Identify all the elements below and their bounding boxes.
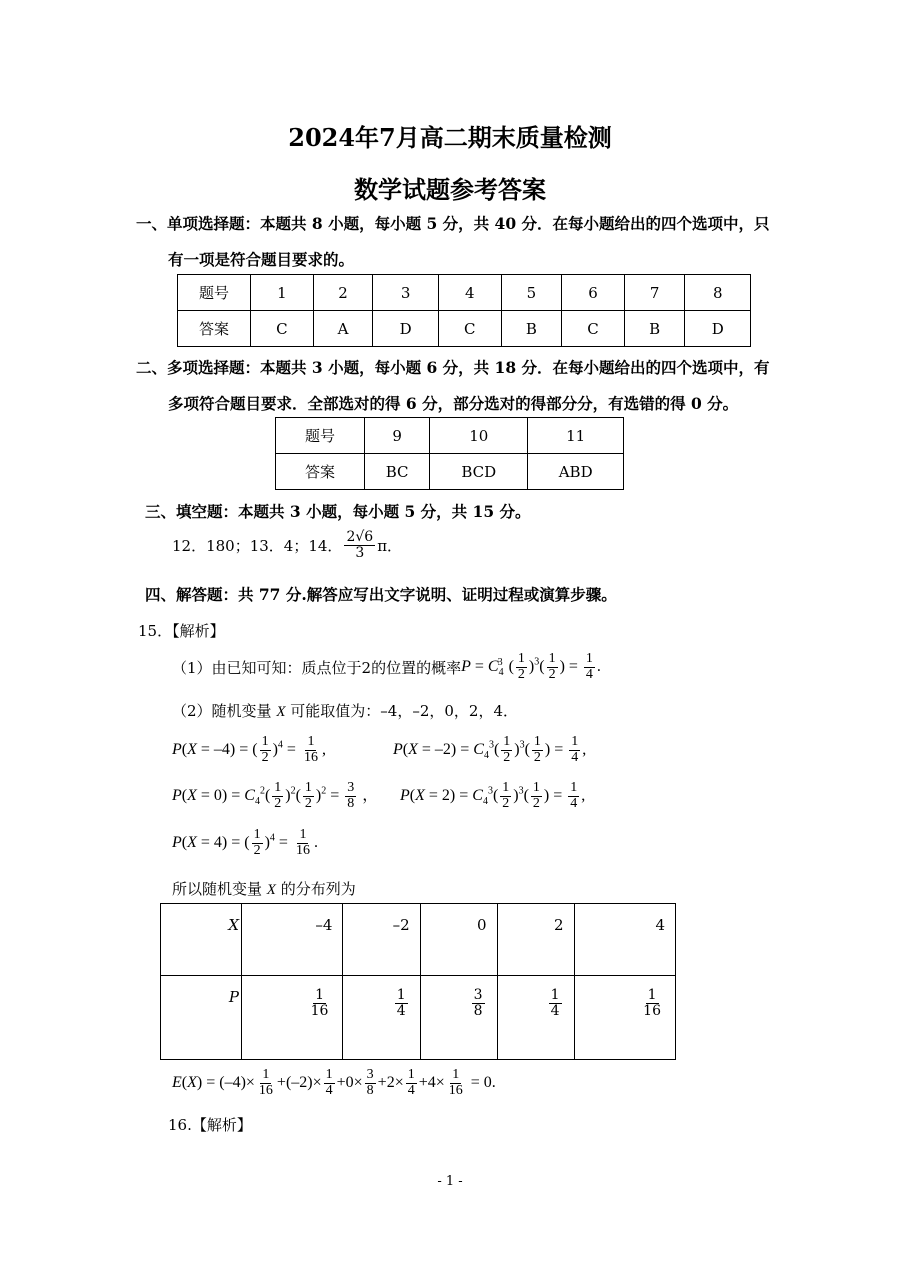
table-cell: ABD (528, 454, 624, 490)
section1-answer-table (177, 274, 751, 347)
table-cell: 5 (501, 275, 562, 311)
table-cell: A (313, 311, 373, 347)
section3-answers (172, 530, 402, 560)
table-cell: 6 (562, 275, 625, 311)
q15-part2: （2）随机变量 X 可能取值为：–4，–2，0，2，4． (172, 702, 518, 720)
table-cell: BC (365, 454, 430, 490)
dist-intro: 所以随机变量 X 的分布列为 (172, 880, 356, 898)
dist-row-label: X (161, 904, 242, 976)
table-cell: BCD (430, 454, 528, 490)
prob-pos2: $P(X = 2) = C_4^3$( $\frac{1}{2}$ )$^3$( $\frac{1}{2}$ ) = $\frac{1}{4}$ , (400, 780, 586, 811)
page-subtitle: 数学试题参考答案 (354, 175, 546, 204)
prob-zero: $P(X = 0) = C_4^2$( $\frac{1}{2}$ )$^2$( $\frac{1}{2}$ )$^2$ = $\frac{3}{8}$ ， (172, 780, 379, 811)
table-cell: 1 (251, 275, 314, 311)
table-cell: 9 (365, 418, 430, 454)
table-row-label: 题号 (178, 275, 251, 311)
table-cell: 10 (430, 418, 528, 454)
table-cell: C (251, 311, 314, 347)
table-cell: B (501, 311, 562, 347)
fill-in-answers: 12．180；13．4；14． (172, 536, 343, 555)
table-cell: 8 (685, 275, 751, 311)
table-cell: C (562, 311, 625, 347)
table-cell: D (373, 311, 439, 347)
dist-x-cell: 0 (420, 904, 497, 976)
table-row-label: 题号 (276, 418, 365, 454)
q16-heading: 16.【解析】 (168, 1116, 252, 1134)
prob-neg2: $P(X = -2) = C_4^3$( $\frac{1}{2}$ )$^3$( $\frac{1}{2}$ ) = $\frac{1}{4}$ , (393, 734, 587, 765)
table-cell: 7 (624, 275, 685, 311)
dist-x-cell: 2 (497, 904, 574, 976)
prob-neg4: P(X = –4) = ( $\frac{1}{2}$ )$^4$ = $\frac{1}{16}$ , (172, 734, 326, 765)
table-cell: D (685, 311, 751, 347)
dist-p-cell: $\frac{1}{16}$ (242, 976, 343, 1060)
distribution-table (160, 903, 676, 1060)
dist-x-cell: –2 (343, 904, 420, 976)
page-title: 2024年7月高二期末质量检测 (288, 123, 612, 152)
formula: $P = C_4^3$ ( $\frac{1}{2}$ )$^3$( $\frac{1}{2}$ ) = $\frac{1}{4}$ . (461, 651, 601, 682)
table-cell: C (438, 311, 501, 347)
dist-row-label: P (161, 976, 242, 1060)
dist-x-cell: 4 (574, 904, 676, 976)
dist-p-cell: $\frac{1}{4}$ (343, 976, 420, 1060)
section1-heading-cont: 有一项是符合题目要求的。 (168, 250, 355, 269)
section2-answer-table (275, 417, 624, 490)
dist-p-cell: $\frac{3}{8}$ (420, 976, 497, 1060)
section3-heading: 三、填空题：本题共 3 小题，每小题 5 分，共 15 分。 (145, 502, 531, 521)
q15-part1-text: （1）由已知可知：质点位于2的位置的概率 (172, 658, 462, 677)
table-row-label: 答案 (178, 311, 251, 347)
dist-p-cell: $\frac{1}{4}$ (497, 976, 574, 1060)
section1-heading: 一、单项选择题：本题共 8 小题，每小题 5 分，共 40 分．在每小题给出的四个选项中，只 (136, 214, 770, 233)
fraction: $\frac{2√6}{3}$ (346, 529, 374, 561)
table-cell: 11 (528, 418, 624, 454)
expectation-formula: E(X) = (–4)× $\frac{1}{16}$ +(–2)× $\frac{1}{4}$ +0× $\frac{3}{8}$ +2× $\frac{1}{4}$ +4× $\frac{1}{16}$ = 0. (172, 1067, 496, 1098)
dist-p-cell: $\frac{1}{16}$ (574, 976, 676, 1060)
table-cell: 2 (313, 275, 373, 311)
section2-heading: 二、多项选择题：本题共 3 小题，每小题 6 分，共 18 分．在每小题给出的四个选项中，有 (136, 358, 770, 377)
table-cell: 4 (438, 275, 501, 311)
q15-heading: 15．【解析】 (138, 622, 225, 640)
table-row-label: 答案 (276, 454, 365, 490)
prob-pos4: P(X = 4) = ( $\frac{1}{2}$ )$^4$ = $\frac{1}{16}$ . (172, 827, 318, 858)
fraction-tail: π． (377, 536, 403, 555)
q15-part1 (172, 652, 601, 682)
dist-x-cell: –4 (242, 904, 343, 976)
table-cell: 3 (373, 275, 439, 311)
table-cell: B (624, 311, 685, 347)
section4-heading: 四、解答题：共 77 分.解答应写出文字说明、证明过程或演算步骤。 (145, 585, 617, 604)
section2-heading-cont: 多项符合题目要求．全部选对的得 6 分，部分选对的得部分分，有选错的得 0 分。 (168, 394, 739, 413)
page-number: - 1 - (437, 1174, 463, 1189)
